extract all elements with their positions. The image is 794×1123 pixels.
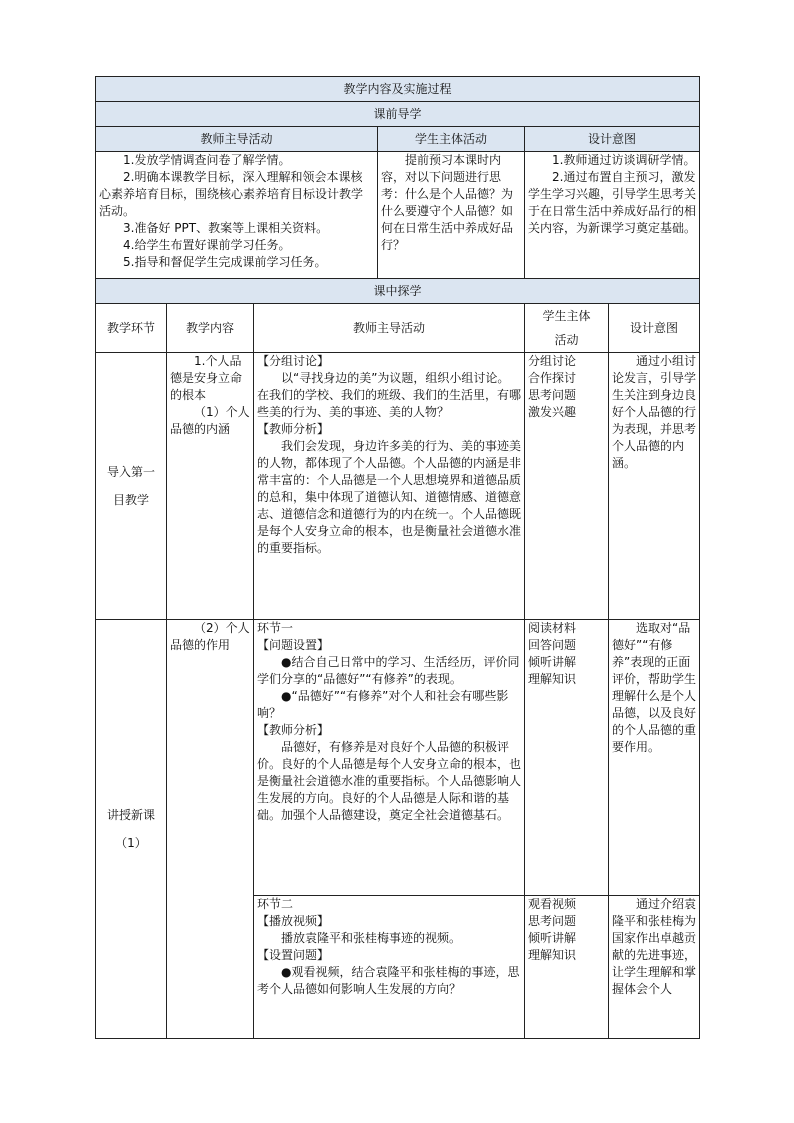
col-design: 设计意图 — [609, 304, 700, 353]
design-intent-text: 通过小组讨论发言，引导学生关注到身边良好个人品德的行为表现，并思考个人品德的内涵。 — [612, 354, 697, 470]
pre-design-line: 1.教师通过访谈调研学情。 — [552, 153, 696, 167]
stage-cell — [96, 353, 167, 620]
design-intent-text: 通过介绍袁隆平和张桂梅为国家作出卓越贡献的先进事迹，让学生理解和掌握体会个人 — [612, 897, 697, 996]
section-pre-class: 课前导学 — [96, 102, 700, 127]
student-activity-line: 阅读材料 — [528, 621, 577, 635]
student-activity-line: 分组讨论 — [528, 354, 577, 368]
teacher-paragraph: 我们会发现，身边许多美的行为、美的事迹美的人物，都体现了个人品德。个人品德的内涵是非常丰富的：个人品德是一个人思想境界和道德品质的总和，集中体现了道德认知、道德情感、道德意志、道德信念和道德行为的内在统一。个人品德既是每个人安身立命的根本，也是衡量社会道德水准的重要指标。 — [257, 439, 522, 555]
student-activity-line: 思考问题 — [528, 388, 577, 402]
pre-teacher-line: 5.指导和督促学生完成课前学习任务。 — [123, 255, 327, 269]
student-activity-line: 观看视频 — [528, 897, 577, 911]
col-stage: 教学环节 — [96, 304, 167, 353]
student-activity-line: 思考问题 — [528, 914, 577, 928]
main-title: 教学内容及实施过程 — [96, 77, 700, 102]
stage-cell — [96, 620, 167, 1039]
teacher-activity-cell — [254, 896, 525, 1039]
student-activity-line: 合作探讨 — [528, 371, 577, 385]
teacher-section-heading: 【问题设置】 — [257, 638, 330, 652]
content-cell — [167, 620, 254, 1039]
student-activity-cell — [525, 620, 609, 896]
student-activity-cell — [525, 896, 609, 1039]
student-activity-line: 回答问题 — [528, 638, 577, 652]
student-activity-cell — [525, 353, 609, 620]
content-subheading: （1）个人品德的内涵 — [170, 405, 250, 436]
lesson-plan-table — [95, 76, 700, 1039]
col-teacher-activity: 教师主导活动 — [96, 127, 378, 152]
pre-teacher-line: 2.明确本课教学目标，深入理解和领会本课核心素养培育目标，围绕核心素养培育目标设计教学活动。 — [99, 170, 364, 218]
design-intent-cell — [609, 620, 700, 896]
student-activity-line: 倾听讲解 — [528, 931, 577, 945]
pre-design-cell — [525, 152, 700, 279]
col-design-intent: 设计意图 — [525, 127, 700, 152]
col-student — [525, 304, 609, 353]
teacher-section-heading: 【教师分析】 — [257, 723, 330, 737]
section-in-class: 课中探学 — [96, 279, 700, 304]
col-teacher: 教师主导活动 — [254, 304, 525, 353]
col-content: 教学内容 — [167, 304, 254, 353]
pre-design-line: 2.通过布置自主预习，激发学生学习兴趣，引导学生思考关于在日常生活中养成好品行的相关内容，为新课学习奠定基础。 — [528, 170, 697, 235]
design-intent-cell — [609, 896, 700, 1039]
pre-teacher-cell — [96, 152, 378, 279]
pre-student-cell — [378, 152, 525, 279]
student-activity-line: 理解知识 — [528, 948, 577, 962]
pre-teacher-line: 4.给学生布置好课前学习任务。 — [123, 238, 291, 252]
teacher-step-label: 环节一 — [257, 621, 294, 635]
teacher-activity-cell — [254, 620, 525, 896]
teacher-section-heading: 【播放视频】 — [257, 914, 330, 928]
teacher-section-heading: 【分组讨论】 — [257, 354, 330, 368]
teacher-section-heading: 【教师分析】 — [257, 422, 330, 436]
teacher-paragraph: 品德好，有修养是对良好个人品德的积极评价。良好的个人品德是每个人安身立命的根本，也是衡量社会道德水准的重要指标。个人品德影响人生发展的方向。良好的个人品德是人际和谐的基础。加强个人品德建设，奠定全社会道德基石。 — [257, 740, 522, 822]
col-student-line1: 学生主体 — [542, 309, 591, 323]
stage-line: 目教学 — [112, 493, 149, 507]
design-intent-text: 选取对“品德好”“有修养”表现的正面评价，帮助学生理解什么是个人品德，以及良好的个人品德的重要作用。 — [612, 621, 697, 754]
student-activity-line: 激发兴趣 — [528, 405, 577, 419]
student-activity-line: 倾听讲解 — [528, 655, 577, 669]
student-activity-line: 理解知识 — [528, 672, 577, 686]
pre-teacher-line: 1.发放学情调查问卷了解学情。 — [123, 153, 291, 167]
teacher-paragraph: 播放袁隆平和张桂梅事迹的视频。 — [281, 931, 462, 945]
pre-student-text: 提前预习本课时内容，对以下问题进行思考：什么是个人品德？为什么要遵守个人品德？如何在日常生活中养成好品行？ — [381, 153, 514, 252]
stage-line: （1） — [115, 836, 147, 850]
teacher-section-heading: 【设置问题】 — [257, 948, 330, 962]
teacher-paragraph: 以“寻找身边的美”为议题，组织小组讨论。在我们的学校、我们的班级、我们的生活里，有哪些美的行为、美的事迹、美的人物？ — [257, 371, 522, 419]
stage-line: 导入第一 — [106, 465, 155, 479]
teacher-question: ●“品德好”“有修养”对个人和社会有哪些影响？ — [257, 689, 509, 720]
teacher-question: ●结合自己日常中的学习、生活经历，评价同学们分享的“品德好”“有修养”的表现。 — [257, 655, 520, 686]
design-intent-cell — [609, 353, 700, 620]
teacher-question: ●观看视频，结合袁隆平和张桂梅的事迹，思考个人品德如何影响人生发展的方向？ — [257, 965, 520, 996]
content-cell — [167, 353, 254, 620]
content-subheading: （2）个人品德的作用 — [170, 621, 250, 652]
col-student-activity: 学生主体活动 — [378, 127, 525, 152]
teacher-activity-cell — [254, 353, 525, 620]
col-student-line2: 活动 — [554, 333, 579, 347]
teacher-step-label: 环节二 — [257, 897, 294, 911]
stage-line: 讲授新课 — [106, 808, 155, 822]
content-heading: 1.个人品德是安身立命的根本 — [170, 354, 243, 402]
pre-teacher-line: 3.准备好 PPT、教案等上课相关资料。 — [123, 221, 329, 235]
